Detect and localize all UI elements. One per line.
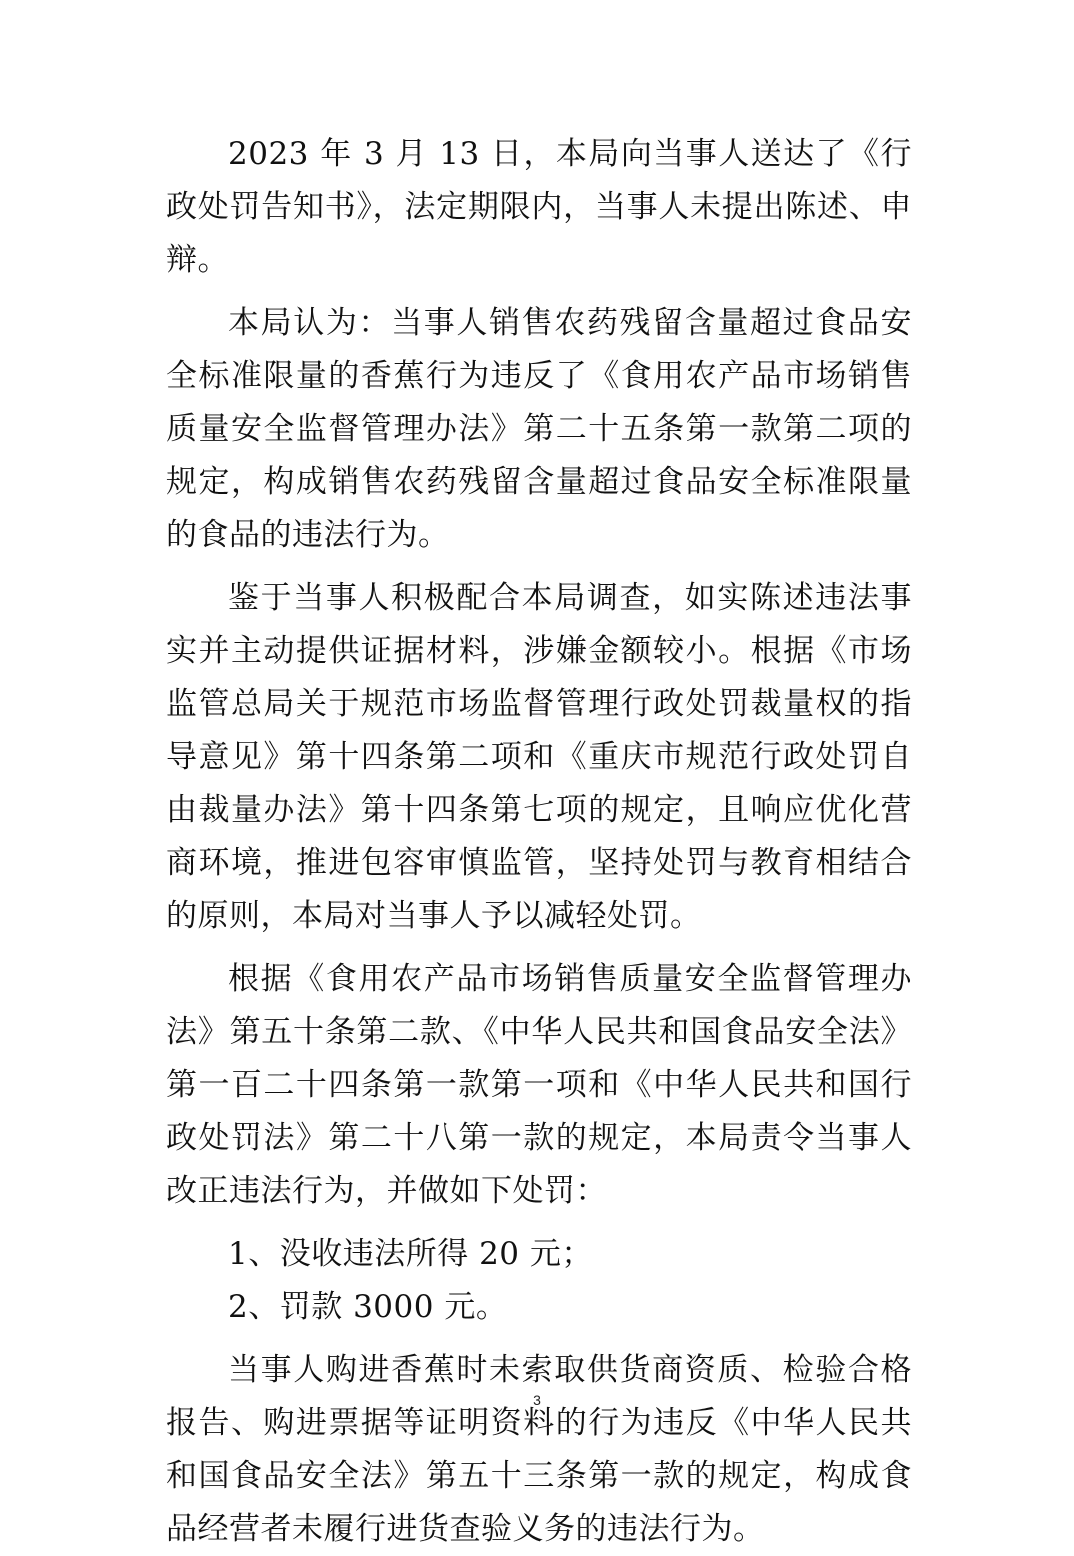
penalty-item-2: 2、罚款 3000 元。	[228, 1289, 508, 1325]
penalty-item-1: 1、没收违法所得 20 元；	[228, 1236, 593, 1272]
page-number: 3	[533, 1392, 541, 1408]
paragraph-mitigation: 鉴于当事人积极配合本局调查，如实陈述违法事实并主动提供证据材料，涉嫌金额较小。根据《市场监管总局关于规范市场监督管理行政处罚裁量权的指导意见》第十四条第二项和《重庆市规范行政处罚自由裁量办法》第十四条第七项的规定，且响应优化营商环境，推进包容审慎监管，坚持处罚与教育相结合的原则，本局对当事人予以减轻处罚。	[166, 580, 912, 934]
paragraph-bureau-finding: 本局认为：当事人销售农药残留含量超过食品安全标准限量的香蕉行为违反了《食用农产品市场销售质量安全监督管理办法》第二十五条第一款第二项的规定，构成销售农药残留含量超过食品安全标准限量的食品的违法行为。	[166, 305, 912, 553]
paragraph-inspection-violation: 当事人购进香蕉时未索取供货商资质、检验合格报告、购进票据等证明资料的行为违反《中华人民共和国食品安全法》第五十三条第一款的规定，构成食品经营者未履行进货查验义务的违法行为。	[166, 1352, 912, 1547]
paragraph-penalty-basis: 根据《食用农产品市场销售质量安全监督管理办法》第五十条第二款、《中华人民共和国食品安全法》第一百二十四条第一款第一项和《中华人民共和国行政处罚法》第二十八第一款的规定，本局责令当事人改正违法行为，并做如下处罚：	[166, 961, 912, 1209]
paragraph-notice-delivery: 2023 年 3 月 13 日，本局向当事人送达了《行政处罚告知书》，法定期限内，当事人未提出陈述、申辩。	[166, 136, 912, 278]
document-body	[166, 128, 912, 1556]
